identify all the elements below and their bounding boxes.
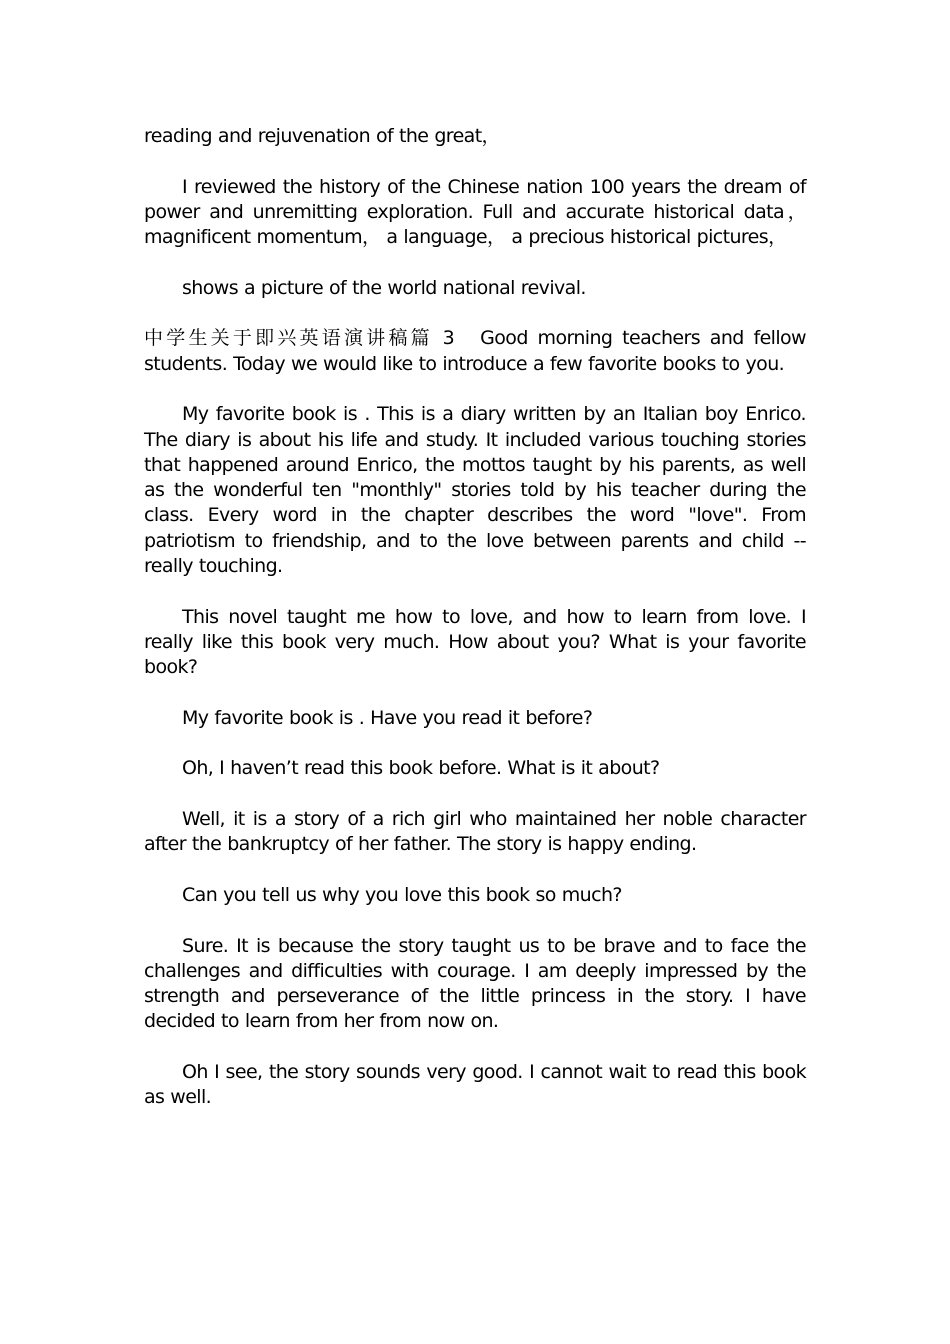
paragraph-2: I reviewed the history of the Chinese nation 100 years the dream of power and unremitting exploration. Full and accurate historical data，magnificent momentum， a language， a precious historical pictures， bbox=[144, 175, 806, 249]
paragraph-5: My favorite book is . This is a diary written by an Italian boy Enrico. The diary is about his life and study. It included various touching stories that happened around Enrico, the mottos taught by his parents, as well as the wonderful ten "monthly" stories told by his teacher during the class. Every word in the chapter describes the word "love". From patriotism to friendship, and to the love between parents and child -- really touching. bbox=[144, 403, 806, 578]
paragraph-1: reading and rejuvenation of the great， bbox=[144, 125, 500, 147]
paragraph-8: Oh, I haven’t read this book before. What is it about? bbox=[182, 757, 660, 780]
paragraph-7: My favorite book is . Have you read it before? bbox=[182, 706, 593, 729]
paragraph-4-text: Good morning teachers and fellow students. Today we would like to introduce a few favorite books to you. bbox=[144, 327, 806, 375]
paragraph-6: This novel taught me how to love, and how to learn from love. I really like this book very much. How about you? What is your favorite book? bbox=[144, 605, 806, 679]
paragraph-10: Can you tell us why you love this book so much? bbox=[182, 883, 622, 906]
section-heading: 中学生关于即兴英语演讲稿篇 3 bbox=[144, 327, 455, 350]
paragraph-11: Sure. It is because the story taught us to be brave and to face the challenges and difficulties with courage. I am deeply impressed by the strength and perseverance of the little princess in the story. I have decided to learn from her from now on. bbox=[144, 934, 806, 1033]
paragraph-3: shows a picture of the world national revival. bbox=[182, 276, 586, 299]
document-body bbox=[144, 124, 806, 1136]
paragraph-9: Well, it is a story of a rich girl who maintained her noble character after the bankruptcy of her father. The story is happy ending. bbox=[144, 808, 806, 856]
paragraph-12: Oh I see, the story sounds very good. I cannot wait to read this book as well. bbox=[144, 1060, 806, 1109]
paragraph-4 bbox=[144, 326, 806, 377]
